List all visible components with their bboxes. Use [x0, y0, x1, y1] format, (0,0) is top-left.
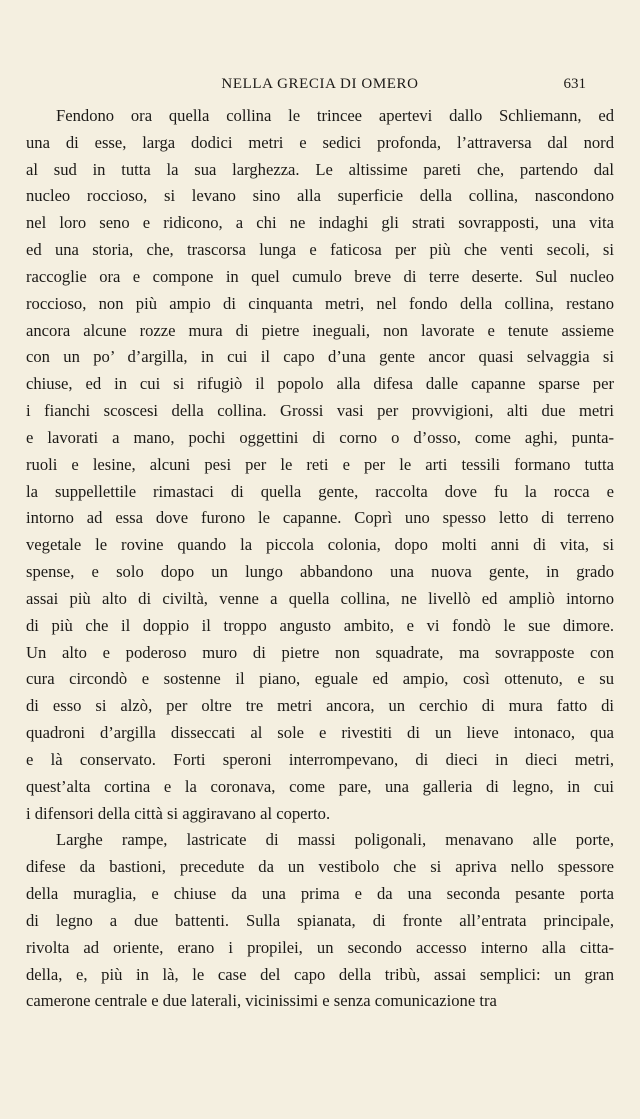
text-line: chiuse, ed in cui si rifugiò il popolo alla difesa dalle capanne sparse per — [26, 374, 614, 394]
text-line: di esso si alzò, per oltre tre metri ancora, un cerchio di mura fatto di — [26, 696, 614, 716]
text-line: la suppellettile rimastaci di quella gente, raccolta dove fu la rocca e — [26, 481, 614, 501]
text-line: nel loro seno e ridicono, a chi ne indaghi gli strati sovrapposti, una vita — [26, 213, 614, 233]
text-line: roccioso, non più ampio di cinquanta metri, nel fondo della collina, restano — [26, 293, 614, 313]
text-line: e là conservato. Forti speroni interrompevano, di dieci in dieci metri, — [26, 749, 614, 769]
text-line: con un po’ d’argilla, in cui il capo d’una gente ancor quasi selvaggia si — [26, 347, 614, 367]
text-line: di legno a due battenti. Sulla spianata, di fronte all’entrata principale, — [26, 910, 614, 930]
text-line: ancora alcune rozze mura di pietre ineguali, non lavorate e tenute assieme — [26, 320, 614, 340]
text-line: quadroni d’argilla disseccati al sole e rivestiti di un lieve intonaco, qua — [26, 723, 614, 743]
text-line: assai più alto di civiltà, venne a quella collina, ne livellò ed ampliò intorno — [26, 588, 614, 608]
text-line: ed una storia, che, trascorsa lunga e faticosa per più che venti secoli, si — [26, 240, 614, 260]
running-header — [0, 73, 640, 95]
text-line: spense, e solo dopo un lungo abbandono una nuova gente, in grado — [26, 562, 614, 582]
text-line: ruoli e lesine, alcuni pesi per le reti e per le arti tessili formano tutta — [26, 454, 614, 474]
running-title: NELLA GRECIA DI OMERO — [221, 76, 419, 92]
text-line: Larghe rampe, lastricate di massi poligonali, menavano alle porte, — [56, 830, 614, 850]
text-line: nucleo roccioso, si levano sino alla superficie della collina, nascondono — [26, 186, 614, 206]
text-line: i fianchi scoscesi della collina. Grossi vasi per provvigioni, alti due metri — [26, 401, 614, 421]
paragraph — [26, 103, 614, 827]
text-line: e lavorati a mano, pochi oggettini di corno o d’osso, come aghi, punta- — [26, 427, 614, 447]
text-line: i difensori della città si aggiravano al coperto. — [26, 803, 331, 823]
text-line: camerone centrale e due laterali, vicinissimi e senza comunicazione tra — [26, 991, 497, 1011]
text-line: vegetale le rovine quando la piccola colonia, dopo molti anni di vita, si — [26, 535, 614, 555]
text-line: di più che il doppio il troppo angusto ambito, e vi fondò le sue dimore. — [26, 615, 614, 635]
body-text — [26, 103, 614, 1015]
text-line: della muraglia, e chiuse da una prima e da una seconda pesante porta — [26, 884, 614, 904]
text-line: rivolta ad oriente, erano i propilei, un secondo accesso interno alla citta- — [26, 937, 614, 957]
text-line: quest’alta cortina e la coronava, come pare, una galleria di legno, in cui — [26, 776, 614, 796]
text-line: intorno ad essa dove furono le capanne. Coprì uno spesso letto di terreno — [26, 508, 614, 528]
page-number: 631 — [563, 76, 586, 92]
text-line: difese da bastioni, precedute da un vestibolo che si apriva nello spessore — [26, 857, 614, 877]
text-line: una di esse, larga dodici metri e sedici profonda, l’attraversa dal nord — [26, 132, 614, 152]
text-line: della, e, più in là, le case del capo della tribù, assai semplici: un gran — [26, 964, 614, 984]
text-line: al sud in tutta la sua larghezza. Le altissime pareti che, partendo dal — [26, 159, 614, 179]
paragraph — [26, 827, 614, 1015]
text-line: raccoglie ora e compone in quel cumulo breve di terre deserte. Sul nucleo — [26, 266, 614, 286]
text-line: Un alto e poderoso muro di pietre non squadrate, ma sovrapposte con — [26, 642, 614, 662]
text-line: cura circondò e sostenne il piano, eguale ed ampio, così ottenuto, e su — [26, 669, 614, 689]
text-line: Fendono ora quella collina le trincee apertevi dallo Schliemann, ed — [56, 106, 614, 125]
